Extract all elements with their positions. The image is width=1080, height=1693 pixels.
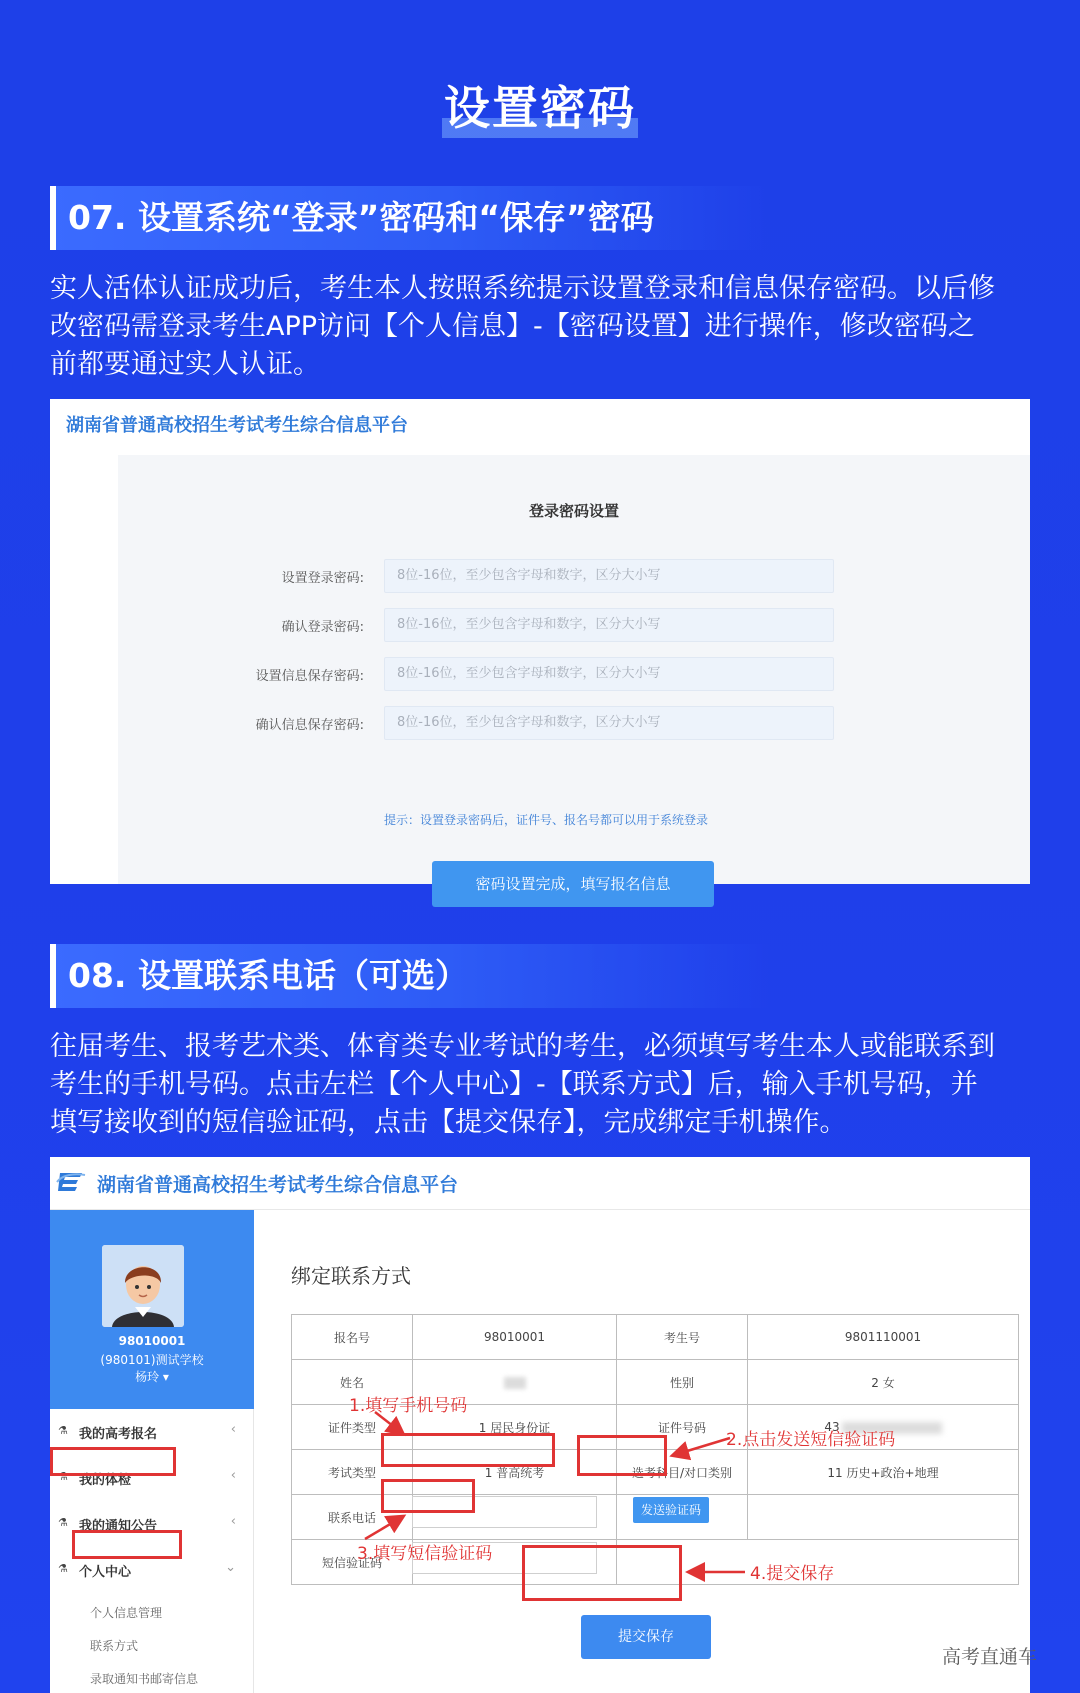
password-done-button[interactable]: 密码设置完成，填写报名信息 (432, 861, 714, 907)
user-id: 98010001 (118, 1334, 186, 1348)
chevron-down-icon: ⌄ (225, 1560, 236, 1575)
paragraph-line: 前都要通过实人认证。 (50, 349, 320, 380)
table-cell: 联系电话 (292, 1495, 413, 1540)
paragraph-line: 改密码需登录考生APP访问【个人信息】-【密码设置】进行操作，修改密码之 (50, 311, 975, 342)
field-label: 设置登录密码: (281, 571, 364, 586)
menu-label: 我的体检 (79, 1473, 132, 1488)
table-cell: 2 女 (748, 1360, 1019, 1405)
password-panel (118, 455, 1030, 893)
platform-title: 湖南省普通高校招生考试考生综合信息平台 (66, 415, 408, 436)
section-07-paragraph (50, 270, 1035, 384)
content-title: 绑定联系方式 (291, 1264, 411, 1288)
save-password-row (118, 657, 1030, 691)
table-cell: 证件号码 (617, 1405, 748, 1450)
arrow-step-2 (674, 1438, 730, 1455)
login-password-row (118, 559, 1030, 593)
table-cell: 考生号 (617, 1315, 748, 1360)
id-number-prefix: 43 (824, 1420, 840, 1434)
table-cell: 选考科目/对口类别 (617, 1450, 748, 1495)
chevron-left-icon: ‹ (230, 1468, 236, 1483)
confirm-login-password-input[interactable]: 8位-16位，至少包含字母和数字，区分大小写 (384, 608, 834, 642)
annotation-arrows (50, 1157, 1030, 1693)
submit-save-button[interactable]: 提交保存 (581, 1615, 711, 1659)
annotation-step-1: 1.填写手机号码 (349, 1396, 468, 1416)
flask-icon: ⚗ (58, 1470, 68, 1483)
section-08-paragraph (50, 1028, 1035, 1142)
confirm-save-password-input[interactable]: 8位-16位，至少包含字母和数字，区分大小写 (384, 706, 834, 740)
table-cell: 1 普高统考 (413, 1450, 617, 1495)
table-cell: 1 居民身份证 (413, 1405, 617, 1450)
flask-icon: ⚗ (58, 1516, 68, 1529)
chevron-left-icon: ‹ (230, 1514, 236, 1529)
table-cell: 报名号 (292, 1315, 413, 1360)
flask-icon: ⚗ (58, 1562, 68, 1575)
paragraph-line: 考生的手机号码。点击左栏【个人中心】-【联系方式】后，输入手机号码，并 (50, 1069, 978, 1100)
table-cell: 证件类型 (292, 1405, 413, 1450)
table-cell: 98010001 (413, 1315, 617, 1360)
table-cell: 性别 (617, 1360, 748, 1405)
table-cell: 11 历史+政治+地理 (748, 1450, 1019, 1495)
section-07-heading: 07. 设置系统“登录”密码和“保存”密码 (50, 186, 770, 250)
annotation-step-3: 3.填写短信验证码 (357, 1544, 493, 1564)
table-cell: 考试类型 (292, 1450, 413, 1495)
login-password-input[interactable]: 8位-16位，至少包含字母和数字，区分大小写 (384, 559, 834, 593)
field-label: 确认信息保存密码: (255, 718, 364, 733)
password-tip: 提示：设置登录密码后，证件号、报名号都可以用于系统登录 (384, 813, 709, 827)
send-code-button[interactable]: 发送验证码 (633, 1497, 709, 1523)
user-menu[interactable]: 杨玲 ▾ (135, 1370, 169, 1384)
arrow-step-1 (375, 1412, 402, 1433)
platform-title: 湖南省普通高校招生考试考生综合信息平台 (97, 1174, 459, 1196)
field-label: 确认登录密码: (281, 620, 364, 635)
table-cell: 姓名 (292, 1360, 413, 1405)
password-setup-screenshot (50, 399, 1030, 893)
confirm-save-password-row (118, 706, 1030, 740)
arrow-step-3 (365, 1517, 402, 1539)
field-label: 设置信息保存密码: (255, 669, 364, 684)
menu-label: 我的通知公告 (79, 1519, 158, 1534)
table-cell: 短信验证码 (292, 1540, 413, 1585)
watermark: 高考直通车 (942, 1646, 1038, 1668)
paragraph-line: 填写接收到的短信验证码，点击【提交保存】，完成绑定手机操作。 (50, 1107, 847, 1138)
confirm-login-password-row (118, 608, 1030, 642)
submenu-personal-info[interactable]: 个人信息管理 (90, 1606, 163, 1620)
menu-label: 我的高考报名 (79, 1427, 158, 1442)
submenu-mailing-info[interactable]: 录取通知书邮寄信息 (90, 1672, 199, 1686)
panel-title: 登录密码设置 (528, 502, 619, 520)
flask-icon: ⚗ (58, 1424, 68, 1437)
paragraph-line: 实人活体认证成功后，考生本人按照系统提示设置登录和信息保存密码。以后修 (50, 273, 995, 304)
submenu-contact[interactable]: 联系方式 (90, 1639, 139, 1653)
page-title: 设置密码 (0, 72, 1080, 138)
annotation-step-2: 2.点击发送短信验证码 (726, 1430, 896, 1450)
section-08-heading: 08. 设置联系电话（可选） (50, 944, 770, 1008)
user-school: (980101)测试学校 (100, 1353, 204, 1367)
menu-label: 个人中心 (79, 1565, 132, 1580)
save-password-input[interactable]: 8位-16位，至少包含字母和数字，区分大小写 (384, 657, 834, 691)
contact-binding-screenshot (50, 1157, 1030, 1693)
table-cell: 9801110001 (748, 1315, 1019, 1360)
paragraph-line: 往届考生、报考艺术类、体育类专业考试的考生，必须填写考生本人或能联系到 (50, 1031, 995, 1062)
chevron-left-icon: ‹ (230, 1422, 236, 1437)
annotation-step-4: 4.提交保存 (750, 1564, 835, 1584)
